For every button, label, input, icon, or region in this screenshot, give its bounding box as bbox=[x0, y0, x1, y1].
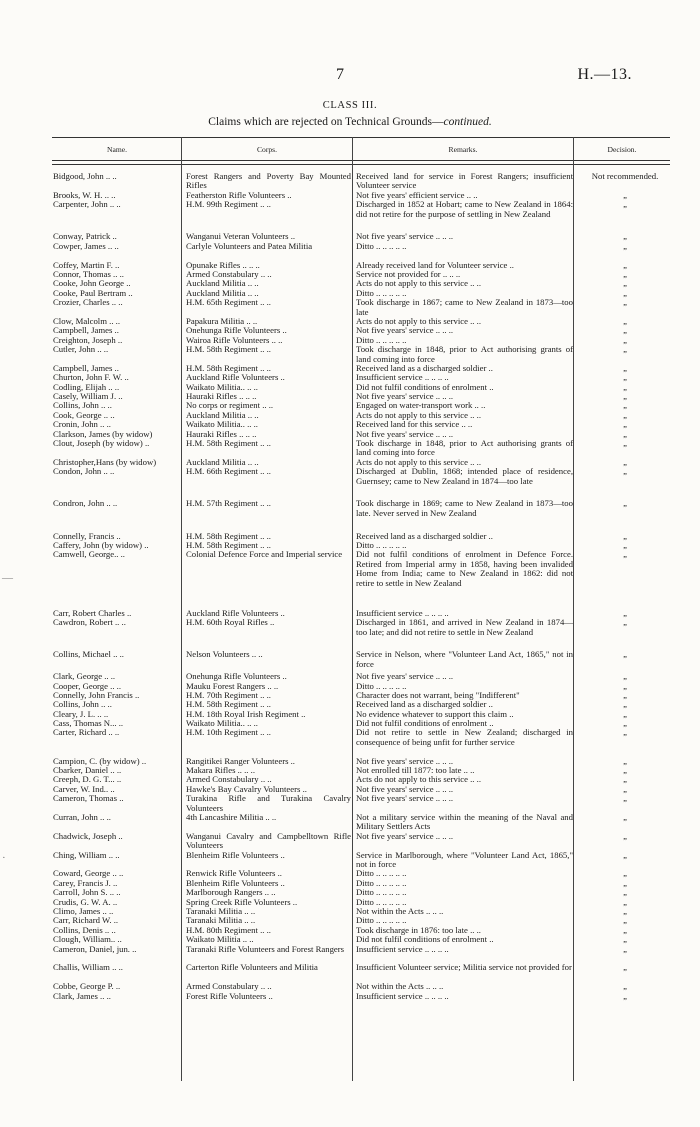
remarks-cell: Took discharge in 1867; came to New Zealand in 1873—too late bbox=[356, 297, 573, 317]
claimant-name: Connelly, John Francis .. bbox=[53, 690, 140, 700]
remarks-cell: Discharged in 1861, and arrived in New Zealand in 1874—too late; and did not retire to settle in New Zealand bbox=[356, 617, 573, 637]
corps-cell: H.M. 57th Regiment .. .. bbox=[186, 498, 271, 509]
decision-cell: „ bbox=[623, 887, 627, 898]
decision-cell: „ bbox=[623, 774, 627, 785]
corps-cell: Onehunga Rifle Volunteers .. bbox=[186, 671, 287, 682]
claimant-name: Brooks, W. H. .. .. bbox=[53, 190, 116, 200]
remarks-cell: Acts do not apply to this service .. .. bbox=[356, 456, 481, 467]
header-bottom-rule bbox=[52, 160, 670, 161]
remarks-cell: Took discharge in 1869; came to New Zealand in 1873—too late. Never served in New Zealand bbox=[356, 498, 573, 518]
claimant-name: Codling, Elijah .. .. bbox=[53, 382, 120, 392]
remarks-cell: Ditto .. .. .. .. .. bbox=[356, 680, 407, 691]
corps-cell: Makara Rifles .. .. .. bbox=[186, 765, 255, 776]
decision-cell: „ bbox=[623, 231, 627, 242]
claimant-name: Clout, Joseph (by widow) .. bbox=[53, 439, 150, 449]
decision-cell: „ bbox=[623, 849, 627, 860]
claimant-name: Cooper, George .. .. bbox=[53, 681, 122, 691]
corps-cell: Colonial Defence Force and Imperial service bbox=[186, 549, 343, 560]
decision-cell: „ bbox=[623, 498, 627, 509]
decision-cell: „ bbox=[623, 607, 627, 618]
claimant-name: Carter, Richard .. .. bbox=[53, 728, 120, 738]
column-divider bbox=[181, 137, 182, 1081]
table-subtitle bbox=[0, 116, 700, 128]
remarks-cell: Insufficient service .. .. .. .. bbox=[356, 943, 449, 954]
remarks-cell: Not five years' service .. .. .. bbox=[356, 830, 454, 841]
claimant-name: Churton, John F. W. .. bbox=[53, 373, 129, 383]
corps-cell: Nelson Volunteers .. .. bbox=[186, 649, 263, 660]
remarks-cell: Received land as a discharged soldier .. bbox=[356, 362, 493, 373]
claimant-name: Clark, George .. .. bbox=[53, 672, 116, 682]
corps-cell: Auckland Militia .. .. bbox=[186, 409, 259, 420]
remarks-cell: Did not fulfil conditions of enrolment .. bbox=[356, 934, 494, 945]
corps-cell: H.M. 58th Regiment .. .. bbox=[186, 539, 271, 550]
claimant-name: Carr, Robert Charles .. bbox=[53, 608, 132, 618]
decision-cell: „ bbox=[623, 649, 627, 660]
remarks-cell: Took discharge in 1848, prior to Act authorising grants of land coming into force bbox=[356, 438, 573, 458]
claimant-name: Curran, John .. .. bbox=[53, 813, 111, 823]
remarks-cell: Received land for service in Forest Rangers; insufficient Volunteer service bbox=[356, 171, 573, 191]
corps-cell: Taranaki Militia .. .. bbox=[186, 915, 256, 926]
claimant-name: Collins, Michael .. .. bbox=[53, 650, 124, 660]
claimant-name: Clarkson, James (by widow) bbox=[53, 429, 153, 439]
corps-cell: Wanganui Cavalry and Campbelltown Rifle Volunteers bbox=[186, 830, 351, 851]
corps-cell: Armed Constabulary .. .. bbox=[186, 774, 272, 785]
corps-cell: Mauku Forest Rangers .. .. bbox=[186, 680, 279, 691]
decision-cell: „ bbox=[623, 727, 627, 738]
corps-cell: Wanganui Veteran Volunteers .. bbox=[186, 231, 296, 242]
claimant-name: Clow, Malcolm .. .. bbox=[53, 316, 121, 326]
corps-cell: H.M. 66th Regiment .. .. bbox=[186, 466, 271, 477]
header-remarks: Remarks. bbox=[448, 145, 478, 154]
remarks-cell: Not five years' service .. .. .. bbox=[356, 755, 454, 766]
decision-cell: „ bbox=[623, 981, 627, 992]
claimant-name: Cronin, John .. .. bbox=[53, 420, 111, 430]
corps-cell: Forest Rangers and Poverty Bay Mounted Rifles bbox=[186, 171, 351, 191]
corps-cell: Waikato Militia .. .. bbox=[186, 934, 254, 945]
decision-cell: „ bbox=[623, 990, 627, 1001]
claimant-name: Coward, George .. .. bbox=[53, 869, 124, 879]
decision-cell: „ bbox=[623, 438, 627, 449]
corps-cell: Waikato Militia.. .. .. bbox=[186, 419, 258, 430]
remarks-cell: Service in Nelson, where "Volunteer Land Act, 1865," not in force bbox=[356, 649, 573, 669]
claimant-name: Cawdron, Robert .. .. bbox=[53, 618, 126, 628]
remarks-cell: Acts do not apply to this service .. .. bbox=[356, 278, 481, 289]
claimant-name: Carpenter, John .. .. bbox=[53, 200, 121, 210]
remarks-cell: Not within the Acts .. .. .. bbox=[356, 981, 444, 992]
corps-cell: Carlyle Volunteers and Patea Militia bbox=[186, 240, 313, 251]
claimant-name: Crudis, G. W. A. .. bbox=[53, 897, 118, 907]
decision-cell: Not recommended. bbox=[591, 171, 659, 181]
decision-cell: „ bbox=[623, 680, 627, 691]
corps-cell: H.M. 60th Royal Rifles .. bbox=[186, 617, 275, 628]
corps-cell: Taranaki Militia .. .. bbox=[186, 905, 256, 916]
decision-cell: „ bbox=[623, 718, 627, 729]
corps-cell: Rangitikei Ranger Volunteers .. bbox=[186, 755, 295, 766]
decision-cell: „ bbox=[623, 943, 627, 954]
corps-cell: Marlborough Rangers .. .. bbox=[186, 887, 276, 898]
remarks-cell: Acts do not apply to this service .. .. bbox=[356, 774, 481, 785]
claimant-name: Clark, James .. .. bbox=[53, 991, 111, 1001]
decision-cell: „ bbox=[623, 381, 627, 392]
corps-cell: Auckland Militia .. .. bbox=[186, 456, 259, 467]
remarks-cell: Ditto .. .. .. .. .. bbox=[356, 240, 407, 251]
decision-cell: „ bbox=[623, 372, 627, 383]
claimant-name: Campbell, James .. bbox=[53, 326, 119, 336]
remarks-cell: Not five years' service .. .. .. bbox=[356, 783, 454, 794]
decision-cell: „ bbox=[623, 287, 627, 298]
page-number: 7 bbox=[336, 66, 344, 83]
decision-cell: „ bbox=[623, 530, 627, 541]
remarks-cell: Ditto .. .. .. .. .. bbox=[356, 539, 407, 550]
corps-cell: Auckland Militia .. .. bbox=[186, 278, 259, 289]
corps-cell: Forest Rifle Volunteers .. bbox=[186, 990, 273, 1001]
corps-cell: Auckland Rifle Volunteers .. bbox=[186, 607, 285, 618]
remarks-cell: Received land for this service .. .. bbox=[356, 419, 473, 430]
remarks-cell: Discharged at Dublin, 1868; intended place of residence, Guernsey; came to New Zealand in 1874—too late bbox=[356, 466, 573, 486]
decision-cell: „ bbox=[623, 812, 627, 823]
class-heading: CLASS III. bbox=[322, 100, 378, 111]
claimant-name: Carey, Francis J. .. bbox=[53, 878, 118, 888]
claimant-name: Caffery, John (by widow) .. bbox=[53, 540, 149, 550]
remarks-cell: Did not fulfil conditions of enrolment in Defence Force. Retired from Imperial army in 1858, having been invalided Home from India; came to New Zealand in 1862: did not retire to settle in New Zealand bbox=[356, 549, 573, 588]
decision-cell: „ bbox=[623, 199, 627, 210]
corps-cell: Auckland Rifle Volunteers .. bbox=[186, 372, 285, 383]
remarks-cell: Did not fulfil conditions of enrolment .. bbox=[356, 381, 494, 392]
column-divider bbox=[573, 137, 574, 1081]
header-decision: Decision. bbox=[607, 145, 637, 154]
claimant-name: Coffey, Martin F. .. bbox=[53, 260, 120, 270]
corps-cell: Opunake Rifles .. .. .. bbox=[186, 259, 260, 270]
decision-cell: „ bbox=[623, 409, 627, 420]
claimant-name: Cowper, James .. .. bbox=[53, 241, 119, 251]
decision-cell: „ bbox=[623, 689, 627, 700]
decision-cell: „ bbox=[623, 915, 627, 926]
remarks-cell: Not five years' service .. .. .. bbox=[356, 793, 454, 804]
decision-cell: „ bbox=[623, 466, 627, 477]
table-top-rule bbox=[52, 137, 670, 138]
remarks-cell: Ditto .. .. .. .. .. bbox=[356, 287, 407, 298]
subtitle-italic: continued. bbox=[443, 116, 492, 128]
remarks-cell: Not five years' efficient service .. .. bbox=[356, 189, 478, 200]
remarks-cell: Service not provided for .. .. .. bbox=[356, 268, 461, 279]
claimant-name: Conway, Patrick .. bbox=[53, 232, 117, 242]
header-double-rule bbox=[52, 164, 670, 165]
remarks-cell: Not enrolled till 1877: too late .. .. bbox=[356, 765, 475, 776]
remarks-cell: Took discharge in 1876: too late .. .. bbox=[356, 924, 481, 935]
decision-cell: „ bbox=[623, 896, 627, 907]
corps-cell: Blenheim Rifle Volunteers .. bbox=[186, 849, 285, 860]
corps-cell: Waikato Militia.. .. .. bbox=[186, 381, 258, 392]
decision-cell: „ bbox=[623, 456, 627, 467]
corps-cell: Hauraki Rifles .. .. .. bbox=[186, 391, 257, 402]
claimant-name: Campbell, James .. bbox=[53, 363, 119, 373]
claimant-name: Cook, George .. .. bbox=[53, 410, 115, 420]
corps-cell: Waikato Militia.. .. .. bbox=[186, 718, 258, 729]
remarks-cell: Discharged in 1852 at Hobart; came to New Zealand in 1864: did not retire for the purpose of settling in New Zealand bbox=[356, 199, 573, 219]
claimant-name: Cleary, J. L. .. .. bbox=[53, 709, 109, 719]
decision-cell: „ bbox=[623, 189, 627, 200]
remarks-cell: Not five years' service .. .. .. bbox=[356, 325, 454, 336]
claimant-name: Connelly, Francis .. bbox=[53, 531, 121, 541]
decision-cell: „ bbox=[623, 268, 627, 279]
corps-cell: 4th Lancashire Militia .. .. bbox=[186, 812, 277, 823]
decision-cell: „ bbox=[623, 334, 627, 345]
decision-cell: „ bbox=[623, 934, 627, 945]
decision-cell: „ bbox=[623, 539, 627, 550]
decision-cell: „ bbox=[623, 344, 627, 355]
corps-cell: H.M. 65th Regiment .. .. bbox=[186, 297, 271, 308]
decision-cell: „ bbox=[623, 315, 627, 326]
decision-cell: „ bbox=[623, 400, 627, 411]
corps-cell: H.M. 58th Regiment .. .. bbox=[186, 438, 271, 449]
corps-cell: Blenheim Rifle Volunteers .. bbox=[186, 877, 285, 888]
header-name: Name. bbox=[106, 145, 128, 154]
decision-cell: „ bbox=[623, 362, 627, 373]
corps-cell: Wairoa Rifle Volunteers .. .. bbox=[186, 334, 283, 345]
column-divider bbox=[352, 137, 353, 1081]
decision-cell: „ bbox=[623, 924, 627, 935]
decision-cell: „ bbox=[623, 699, 627, 710]
remarks-cell: Ditto .. .. .. .. .. bbox=[356, 896, 407, 907]
claimant-name: Cobbe, George P. .. bbox=[53, 982, 121, 992]
decision-cell: „ bbox=[623, 278, 627, 289]
decision-cell: „ bbox=[623, 962, 627, 973]
decision-cell: „ bbox=[623, 671, 627, 682]
claimant-name: Collins, John .. .. bbox=[53, 401, 112, 411]
margin-mark: — bbox=[2, 572, 13, 584]
corps-cell: Papakura Militia .. .. bbox=[186, 315, 258, 326]
remarks-cell: Not a military service within the meaning of the Naval and Military Settlers Acts bbox=[356, 812, 573, 832]
claimant-name: Climo, James .. .. bbox=[53, 906, 114, 916]
claimant-name: Campion, C. (by widow) .. bbox=[53, 756, 147, 766]
corps-cell: Featherston Rifle Volunteers .. bbox=[186, 189, 292, 200]
corps-cell: Hawke's Bay Cavalry Volunteers .. bbox=[186, 783, 307, 794]
corps-cell: Hauraki Rifles .. .. .. bbox=[186, 428, 257, 439]
claimant-name: Connor, Thomas .. .. bbox=[53, 269, 124, 279]
decision-cell: „ bbox=[623, 830, 627, 841]
corps-cell: H.M. 58th Regiment .. .. bbox=[186, 344, 271, 355]
corps-cell: Carterton Rifle Volunteers and Militia bbox=[186, 962, 318, 973]
margin-mark: · bbox=[2, 852, 6, 864]
decision-cell: „ bbox=[623, 868, 627, 879]
remarks-cell: Ditto .. .. .. .. .. bbox=[356, 887, 407, 898]
remarks-cell: Engaged on water-transport work .. .. bbox=[356, 400, 486, 411]
corps-cell: Taranaki Rifle Volunteers and Forest Rangers bbox=[186, 943, 345, 954]
claimant-name: Creeph, D. G. T... .. bbox=[53, 775, 122, 785]
claimant-name: Cbarker, Daniel .. .. bbox=[53, 766, 122, 776]
claimant-name: Challis, William .. .. bbox=[53, 963, 123, 973]
remarks-cell: Ditto .. .. .. .. .. bbox=[356, 868, 407, 879]
corps-cell: Auckland Militia .. .. bbox=[186, 287, 259, 298]
decision-cell: „ bbox=[623, 259, 627, 270]
remarks-cell: Ditto .. .. .. .. .. bbox=[356, 334, 407, 345]
claimant-name: Camwell, George.. .. bbox=[53, 550, 125, 560]
decision-cell: „ bbox=[623, 783, 627, 794]
corps-cell: Armed Constabulary .. .. bbox=[186, 268, 272, 279]
remarks-cell: Service in Marlborough, where "Volunteer Land Act, 1865," not in force bbox=[356, 849, 573, 870]
remarks-cell: Acts do not apply to this service .. .. bbox=[356, 409, 481, 420]
remarks-cell: Not five years' service .. .. .. bbox=[356, 671, 454, 682]
corps-cell: H.M. 18th Royal Irish Regiment .. bbox=[186, 708, 306, 719]
remarks-cell: Not five years' service .. .. .. bbox=[356, 391, 454, 402]
decision-cell: „ bbox=[623, 428, 627, 439]
decision-cell: „ bbox=[623, 297, 627, 308]
remarks-cell: Not within the Acts .. .. .. bbox=[356, 905, 444, 916]
remarks-cell: Not five years' service .. .. .. bbox=[356, 428, 454, 439]
corps-cell: H.M. 80th Regiment .. .. bbox=[186, 924, 271, 935]
claimant-name: Bidgood, John .. .. bbox=[53, 172, 117, 181]
decision-cell: „ bbox=[623, 549, 627, 560]
claimant-name: Cooke, John George .. bbox=[53, 279, 131, 289]
remarks-cell: Ditto .. .. .. .. .. bbox=[356, 915, 407, 926]
claimant-name: Cass, Thomas N... .. bbox=[53, 719, 124, 729]
claimant-name: Chadwick, Joseph .. bbox=[53, 831, 123, 841]
corps-cell: Turakina Rifle and Turakina Cavalry Volunteers bbox=[186, 793, 351, 813]
claimant-name: Carroll, John S. .. .. bbox=[53, 888, 121, 898]
claimant-name: Carr, Richard W. .. bbox=[53, 916, 119, 926]
remarks-cell: No evidence whatever to support this claim .. bbox=[356, 708, 514, 719]
corps-cell: H.M. 70th Regiment .. .. bbox=[186, 689, 271, 700]
decision-cell: „ bbox=[623, 877, 627, 888]
corps-cell: Onehunga Rifle Volunteers .. bbox=[186, 325, 287, 336]
corps-cell: Spring Creek Rifle Volunteers .. bbox=[186, 896, 298, 907]
decision-cell: „ bbox=[623, 325, 627, 336]
claimant-name: Condon, John .. .. bbox=[53, 467, 115, 477]
corps-cell: No corps or regiment .. .. bbox=[186, 400, 274, 411]
remarks-cell: Received land as a discharged soldier .. bbox=[356, 699, 493, 710]
claimant-name: Crozier, Charles .. .. bbox=[53, 298, 123, 308]
claimant-name: Cooke, Paul Bertram .. bbox=[53, 288, 133, 298]
corps-cell: H.M. 10th Regiment .. .. bbox=[186, 727, 271, 738]
subtitle-main: Claims which are rejected on Technical Grounds— bbox=[208, 116, 444, 128]
claimant-name: Collins, John .. .. bbox=[53, 700, 112, 710]
decision-cell: „ bbox=[623, 765, 627, 776]
claimant-name: Ching, William .. .. bbox=[53, 850, 120, 860]
corps-cell: Renwick Rifle Volunteers .. bbox=[186, 868, 282, 879]
claimant-name: Christopher,Hans (by widow) bbox=[53, 457, 157, 467]
decision-cell: „ bbox=[623, 391, 627, 402]
remarks-cell: Ditto .. .. .. .. .. bbox=[356, 877, 407, 888]
decision-cell: „ bbox=[623, 905, 627, 916]
remarks-cell: Insufficient Volunteer service; Militia service not provided for bbox=[356, 962, 572, 973]
claimant-name: Cutler, John .. .. bbox=[53, 345, 109, 355]
corps-cell: Armed Constabulary .. .. bbox=[186, 981, 272, 992]
decision-cell: „ bbox=[623, 419, 627, 430]
claimant-name: Casely, William J. .. bbox=[53, 392, 123, 402]
remarks-cell: Took discharge in 1848, prior to Act authorising grants of land coming into force bbox=[356, 344, 573, 364]
decision-cell: „ bbox=[623, 708, 627, 719]
document-reference: H.—13. bbox=[577, 66, 632, 83]
remarks-cell: Insufficient service .. .. .. .. bbox=[356, 607, 449, 618]
remarks-cell: Insufficient service .. .. .. .. bbox=[356, 372, 449, 383]
claimant-name: Carver, W. Ind.. .. bbox=[53, 784, 115, 794]
corps-cell: H.M. 99th Regiment .. .. bbox=[186, 199, 271, 210]
corps-cell: H.M. 58th Regiment .. .. bbox=[186, 362, 271, 373]
remarks-cell: Character does not warrant, being "Indifferent" bbox=[356, 689, 520, 700]
claimant-name: Clough, William.. .. bbox=[53, 935, 122, 945]
decision-cell: „ bbox=[623, 793, 627, 804]
claimant-name: Cameron, Daniel, jun. .. bbox=[53, 944, 137, 954]
remarks-cell: Not five years' service .. .. .. bbox=[356, 231, 454, 242]
remarks-cell: Acts do not apply to this service .. .. bbox=[356, 315, 481, 326]
corps-cell: H.M. 58th Regiment .. .. bbox=[186, 699, 271, 710]
remarks-cell: Did not retire to settle in New Zealand; discharged in consequence of being unfit for further service bbox=[356, 727, 573, 747]
remarks-cell: Insufficient service .. .. .. .. bbox=[356, 990, 449, 1001]
remarks-cell: Already received land for Volunteer service .. bbox=[356, 259, 514, 270]
claimant-name: Creighton, Joseph .. bbox=[53, 335, 123, 345]
claimant-name: Collins, Denis .. .. bbox=[53, 925, 116, 935]
claimant-name: Cameron, Thomas .. bbox=[53, 794, 124, 804]
decision-cell: „ bbox=[623, 240, 627, 251]
claimant-name: Condron, John .. .. bbox=[53, 499, 118, 509]
header-corps: Corps. bbox=[256, 145, 278, 154]
remarks-cell: Did not fulfil conditions of enrolment .. bbox=[356, 718, 494, 729]
decision-cell: „ bbox=[623, 755, 627, 766]
corps-cell: H.M. 58th Regiment .. .. bbox=[186, 530, 271, 541]
remarks-cell: Received land as a discharged soldier .. bbox=[356, 530, 493, 541]
decision-cell: „ bbox=[623, 617, 627, 628]
